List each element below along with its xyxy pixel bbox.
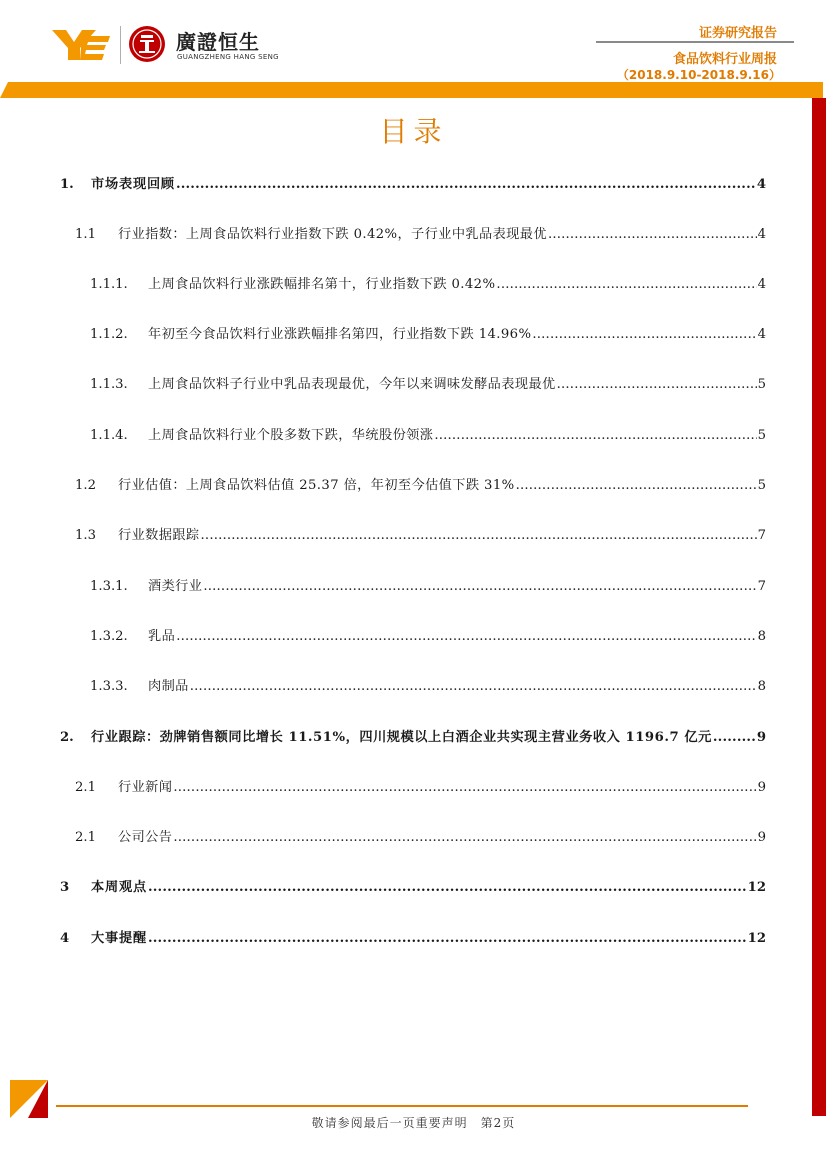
toc-entry[interactable]	[75, 775, 766, 797]
toc-title: 市场表现回顾	[91, 177, 175, 192]
toc-leader-dots	[434, 429, 756, 445]
toc-leader-dots	[516, 479, 757, 495]
toc-number: 1.3.2.	[90, 629, 128, 644]
toc-entry[interactable]	[90, 272, 766, 294]
toc-leader-dots	[203, 580, 756, 596]
toc-entry[interactable]	[60, 172, 766, 194]
toc-title: 行业数据跟踪	[118, 528, 200, 543]
toc-number: 1.1.4.	[90, 428, 128, 443]
header-band-tip	[0, 82, 8, 98]
toc-title: 上周食品饮料子行业中乳品表现最优，今年以来调味发酵品表现最优	[148, 377, 556, 392]
toc-entry[interactable]	[75, 825, 766, 847]
toc-entry[interactable]	[90, 322, 766, 344]
report-type: 证券研究报告	[698, 26, 777, 41]
toc-page-number: 9	[757, 780, 766, 795]
company-logo-icon	[52, 28, 110, 62]
toc-leader-dots	[496, 278, 756, 294]
toc-title: 乳品	[148, 629, 176, 644]
toc-page-number: 5	[757, 428, 766, 443]
toc-number: 2.	[60, 730, 74, 745]
toc-title: 行业估值：上周食品饮料估值 25.37 倍，年初至今估值下跌 31%	[118, 478, 515, 493]
toc-leader-dots	[532, 328, 756, 344]
toc-entry[interactable]	[90, 624, 766, 646]
toc-title: 行业指数：上周食品饮料行业指数下跌 0.42%，子行业中乳品表现最优	[118, 227, 547, 242]
toc-title: 上周食品饮料行业涨跌幅排名第十，行业指数下跌 0.42%	[148, 277, 496, 292]
toc-number: 3	[60, 880, 70, 895]
toc-entry[interactable]	[60, 926, 766, 948]
footer-corner-red	[28, 1080, 48, 1118]
toc-number: 2.1	[75, 830, 96, 845]
toc-leader-dots	[176, 178, 756, 194]
toc-leader-dots	[148, 881, 747, 897]
toc-title: 大事提醒	[91, 931, 147, 946]
toc-title: 公司公告	[118, 830, 173, 845]
toc-leader-dots	[557, 378, 757, 394]
toc-title: 酒类行业	[148, 579, 203, 594]
toc-title: 肉制品	[148, 679, 189, 694]
logo-divider	[120, 26, 121, 64]
toc-leader-dots	[548, 228, 757, 244]
toc-page-number: 4	[757, 277, 766, 292]
footer-rule	[56, 1105, 748, 1107]
toc-number: 1.1.2.	[90, 327, 128, 342]
company-name-cn: 廣證恒生	[176, 30, 260, 54]
seal-logo-icon	[128, 25, 166, 63]
company-name-en: GUANGZHENG HANG SENG	[177, 53, 279, 61]
toc-leader-dots	[201, 529, 757, 545]
toc-page-number: 9	[756, 730, 766, 745]
report-period: （2018.9.10-2018.9.16）	[616, 68, 781, 82]
toc-leader-dots	[173, 781, 756, 797]
toc-page-number: 4	[757, 327, 766, 342]
toc-entry[interactable]	[90, 674, 766, 696]
toc-number: 2.1	[75, 780, 96, 795]
toc-entry[interactable]	[60, 725, 766, 747]
toc-leader-dots	[176, 630, 756, 646]
toc-page-number: 12	[747, 931, 766, 946]
header-band	[8, 82, 823, 98]
toc-title: 上周食品饮料行业个股多数下跌，华统股份领涨	[148, 428, 434, 443]
toc-entry[interactable]	[60, 875, 766, 897]
toc-title: 行业新闻	[118, 780, 173, 795]
toc-entry[interactable]	[90, 574, 766, 596]
toc-leader-dots	[190, 680, 757, 696]
toc-number: 4	[60, 931, 70, 946]
toc-number: 1.2	[75, 478, 96, 493]
toc-number: 1.1.1.	[90, 277, 128, 292]
toc-page-number: 9	[757, 830, 766, 845]
toc-page-number: 8	[757, 629, 766, 644]
toc-entry[interactable]	[75, 523, 766, 545]
toc-number: 1.3.1.	[90, 579, 128, 594]
page-title: 目录	[379, 115, 448, 148]
toc-page-number: 5	[757, 478, 766, 493]
toc-title: 年初至今食品饮料行业涨跌幅排名第四，行业指数下跌 14.96%	[148, 327, 532, 342]
toc-page-number: 7	[757, 528, 766, 543]
report-subtitle: 食品饮料行业周报	[672, 52, 777, 67]
toc-leader-dots	[173, 831, 756, 847]
toc-leader-dots	[713, 731, 756, 747]
toc-page-number: 8	[757, 679, 766, 694]
toc-entry[interactable]	[90, 423, 766, 445]
toc-number: 1.1.3.	[90, 377, 128, 392]
toc-page-number: 4	[757, 227, 766, 242]
toc-number: 1.1	[75, 227, 96, 242]
toc-page-number: 12	[747, 880, 766, 895]
toc-page-number: 7	[757, 579, 766, 594]
toc-page-number: 4	[756, 177, 766, 192]
toc-number: 1.	[60, 177, 74, 192]
toc-title: 本周观点	[91, 880, 147, 895]
toc-entry[interactable]	[90, 372, 766, 394]
toc-page-number: 5	[757, 377, 766, 392]
right-edge-rule	[812, 98, 826, 1116]
footer-disclaimer: 敬请参阅最后一页重要声明 第2页	[311, 1116, 516, 1130]
toc-number: 1.3	[75, 528, 96, 543]
toc-title: 行业跟踪：劲牌销售额同比增长 11.51%，四川规模以上白酒企业共实现主营业务收入 1196.7 亿元	[91, 730, 712, 745]
toc-entry[interactable]	[75, 222, 766, 244]
toc-entry[interactable]	[75, 473, 766, 495]
toc-number: 1.3.3.	[90, 679, 128, 694]
toc-leader-dots	[148, 932, 747, 948]
header-rule	[596, 41, 794, 43]
